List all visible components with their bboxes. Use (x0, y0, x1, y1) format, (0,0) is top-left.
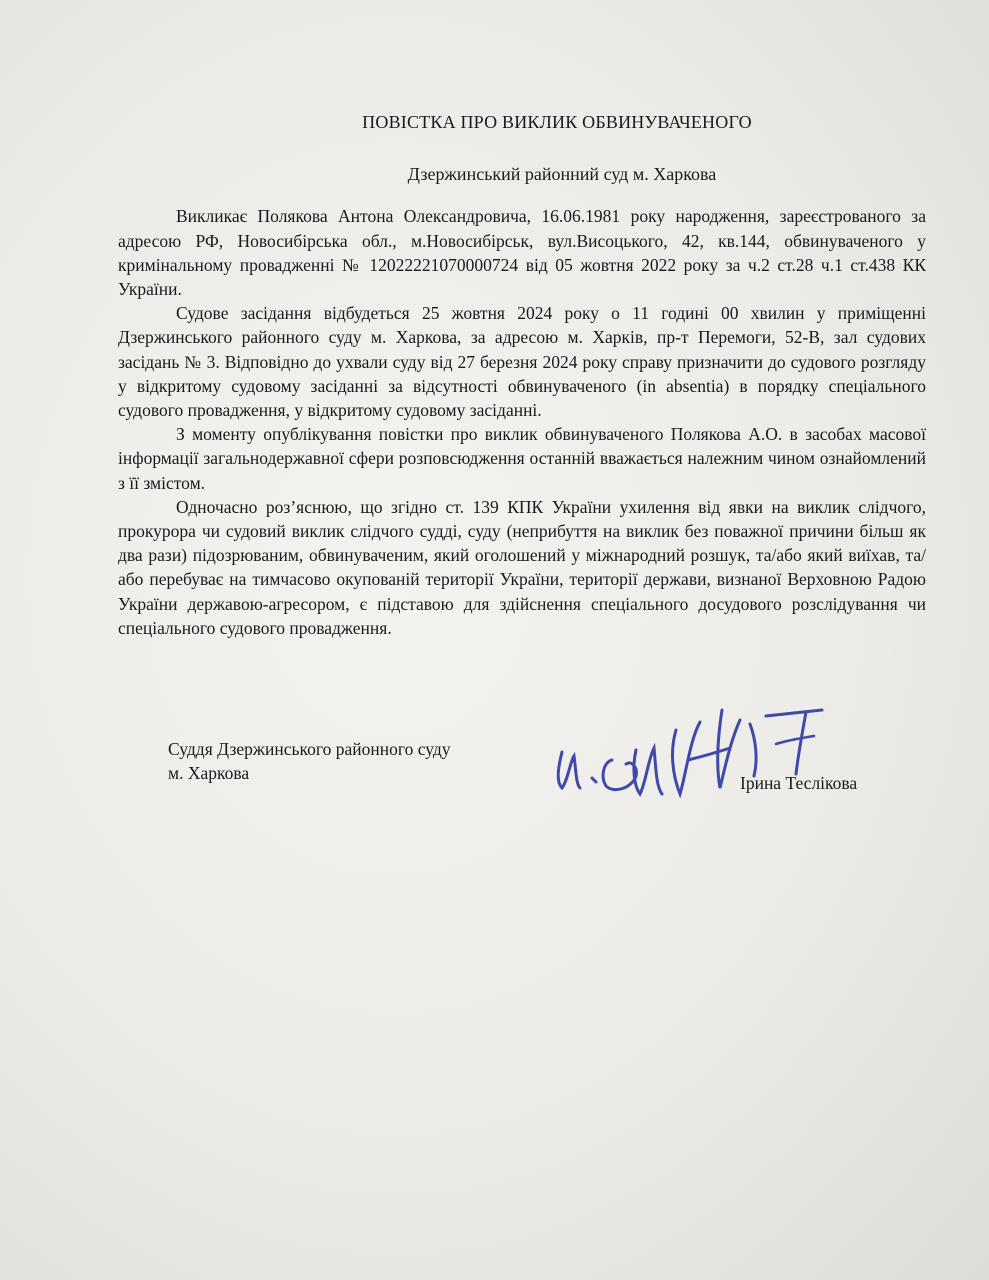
paragraph-explanation: Одночасно роз’яснюю, що згідно ст. 139 КПК України ухилення від явки на виклик слідчого, прокурора чи судовий виклик слідчого судді, суду (неприбуття на виклик без поважної причини більш як два рази) підозрюваним, обвинуваченим, який оголошений у міжнародний розшук, та/або який виїхав, та/або перебуває на тимчасово окупованій території України, території держави, визнаної Верховною Радою України державою-агресором, є підставою для здійснення спеціального досудового розслідування чи спеціального судового провадження. (118, 496, 926, 638)
document-title: ПОВІСТКА ПРО ВИКЛИК ОБВИНУВАЧЕНОГО (362, 112, 752, 132)
paragraph-publication: З моменту опублікування повістки про виклик обвинуваченого Полякова А.О. в засобах масової інформації загальнодержавної сфери розповсюдження останній вважається належним чином ознайомлений з її змістом. (118, 424, 926, 493)
handwritten-signature (540, 690, 840, 820)
signatory-name: Ірина Теслікова (740, 773, 858, 793)
paragraph-hearing: Судове засідання відбудеться 25 жовтня 2024 року о 11 годині 00 хвилин у приміщенні Дзержинського районного суду м. Харкова, за адресою м. Харків, пр-т Перемоги, 52-В, зал судових засідань № 3. Відповідно до ухвали суду від 27 березня 2024 року справу призначити до судового розгляду у відкритому судовому засіданні за відсутності обвинуваченого (in absentia) в порядку спеціального судового провадження, у відкритому судовому засіданні. (118, 303, 926, 421)
document-body (118, 110, 926, 640)
paragraph-summons: Викликає Полякова Антона Олександровича, 16.06.1981 року народження, зареєстрованого за адресою РФ, Новосибірська обл., м.Новосибірськ, вул.Висоцького, 42, кв.144, обвинуваченого у кримінальному провадженні № 12022221070000724 від 05 жовтня 2022 року за ч.2 ст.28 ч.1 ст.438 КК України. (118, 206, 926, 300)
signatory-position-line1: Суддя Дзержинського районного суду (168, 739, 451, 759)
signatory-position-line2: м. Харкова (168, 763, 250, 783)
court-name: Дзержинський районний суд м. Харкова (407, 164, 717, 185)
signatory-position (168, 737, 451, 785)
